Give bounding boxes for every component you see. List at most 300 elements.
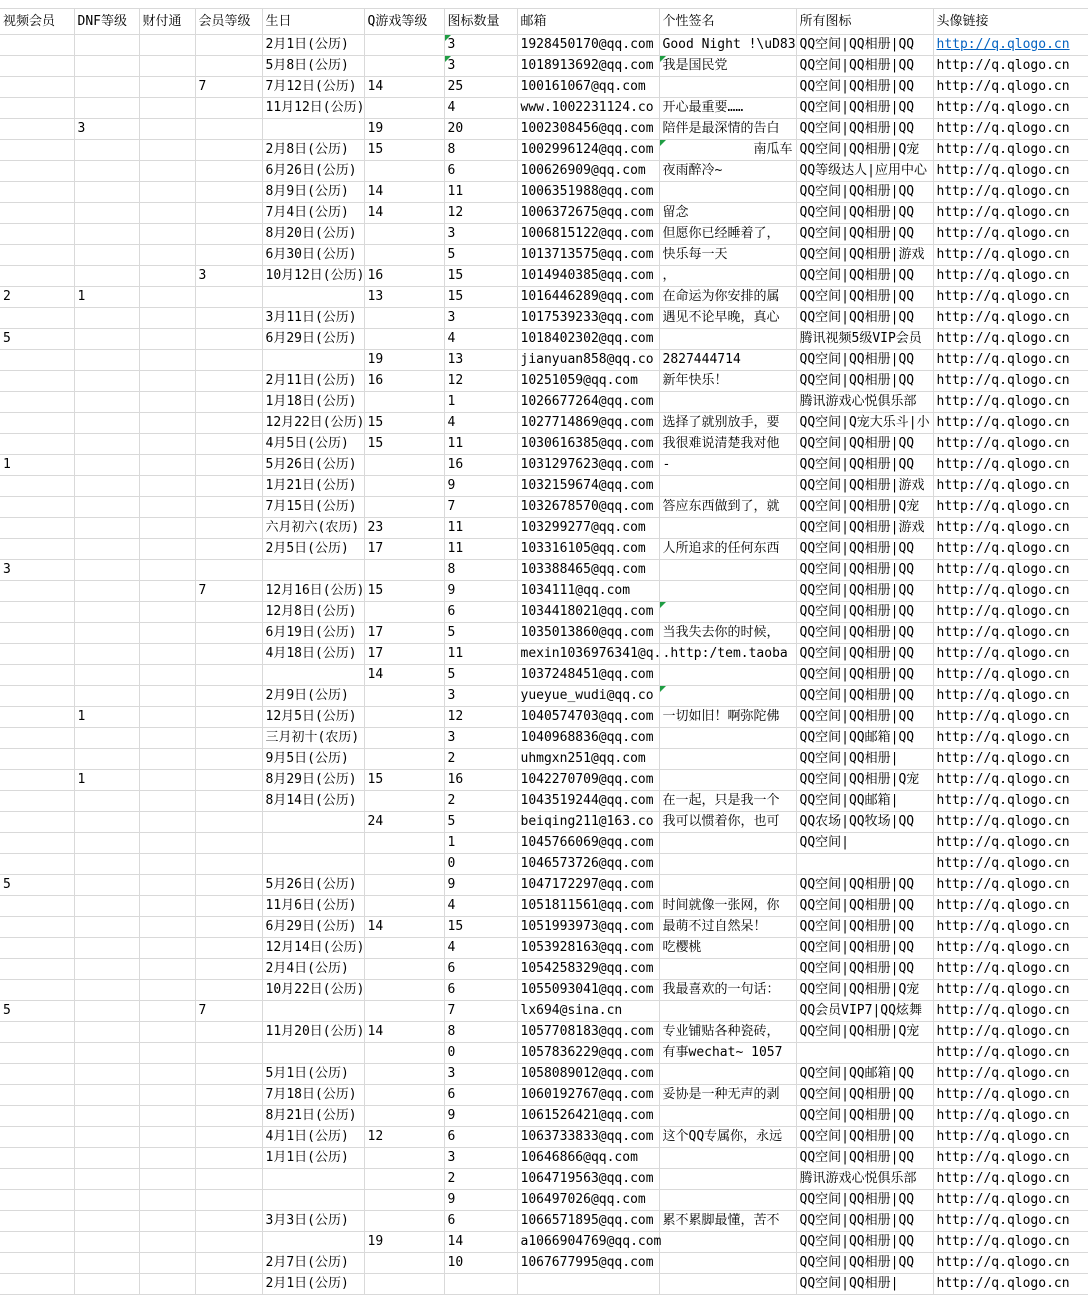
cell[interactable]: 12月16日(公历)	[262, 581, 364, 602]
cell[interactable]: 腾讯游戏心悦俱乐部	[796, 1169, 933, 1190]
cell[interactable]	[139, 938, 195, 959]
cell[interactable]	[0, 1106, 74, 1127]
cell[interactable]	[74, 371, 139, 392]
cell[interactable]: 8月20日(公历)	[262, 224, 364, 245]
cell[interactable]: QQ空间|QQ相册|QQ	[796, 455, 933, 476]
cell[interactable]	[0, 1190, 74, 1211]
cell[interactable]: 16	[444, 455, 517, 476]
cell[interactable]: 8月9日(公历)	[262, 182, 364, 203]
cell[interactable]: QQ空间|QQ相册|QQ	[796, 308, 933, 329]
cell[interactable]	[195, 875, 262, 896]
cell[interactable]: 6	[444, 161, 517, 182]
cell[interactable]: 12月8日(公历)	[262, 602, 364, 623]
cell[interactable]: 6月30日(公历)	[262, 245, 364, 266]
cell[interactable]	[0, 245, 74, 266]
cell[interactable]	[74, 497, 139, 518]
cell[interactable]: QQ空间|QQ相册|Q宠	[796, 497, 933, 518]
cell[interactable]	[195, 518, 262, 539]
cell[interactable]: QQ空间|QQ相册|QQ	[796, 1106, 933, 1127]
cell[interactable]: QQ空间|QQ相册|Q宠	[796, 770, 933, 791]
cell[interactable]	[0, 791, 74, 812]
cell[interactable]	[364, 1211, 444, 1232]
cell[interactable]: 4	[444, 938, 517, 959]
cell[interactable]: 2月9日(公历)	[262, 686, 364, 707]
cell[interactable]	[139, 623, 195, 644]
cell[interactable]	[659, 392, 796, 413]
cell[interactable]: 2	[0, 287, 74, 308]
cell[interactable]	[933, 392, 1088, 413]
cell[interactable]: lx694@sina.cn	[517, 1001, 659, 1022]
cell[interactable]: 11	[444, 539, 517, 560]
cell[interactable]	[139, 707, 195, 728]
cell[interactable]	[659, 665, 796, 686]
cell[interactable]: 1031297623@qq.com	[517, 455, 659, 476]
cell[interactable]: 1	[74, 770, 139, 791]
cell[interactable]	[139, 560, 195, 581]
cell[interactable]: 1037248451@qq.com	[517, 665, 659, 686]
cell[interactable]	[659, 182, 796, 203]
cell[interactable]	[364, 602, 444, 623]
cell[interactable]: 15	[444, 266, 517, 287]
cell[interactable]: QQ空间|QQ相册|QQ	[796, 350, 933, 371]
cell[interactable]	[933, 917, 1088, 938]
cell[interactable]	[933, 644, 1088, 665]
cell[interactable]	[0, 728, 74, 749]
cell[interactable]	[933, 686, 1088, 707]
cell[interactable]: 13	[444, 350, 517, 371]
cell[interactable]	[139, 161, 195, 182]
cell[interactable]	[933, 770, 1088, 791]
cell[interactable]: 1	[74, 707, 139, 728]
cell[interactable]	[0, 833, 74, 854]
cell[interactable]: 106497026@qq.com	[517, 1190, 659, 1211]
cell[interactable]	[74, 1274, 139, 1295]
cell[interactable]	[933, 896, 1088, 917]
cell[interactable]	[139, 791, 195, 812]
cell[interactable]	[933, 1001, 1088, 1022]
cell[interactable]	[195, 539, 262, 560]
column-header[interactable]: 视频会员	[0, 9, 74, 35]
cell[interactable]	[139, 329, 195, 350]
cell[interactable]: 1	[74, 287, 139, 308]
cell[interactable]	[364, 224, 444, 245]
cell[interactable]	[195, 35, 262, 56]
cell[interactable]	[0, 917, 74, 938]
cell[interactable]	[139, 1127, 195, 1148]
cell[interactable]: -	[659, 455, 796, 476]
cell[interactable]: 1053928163@qq.com	[517, 938, 659, 959]
cell[interactable]	[139, 308, 195, 329]
cell[interactable]	[364, 455, 444, 476]
cell[interactable]	[364, 98, 444, 119]
cell[interactable]	[195, 623, 262, 644]
cell[interactable]	[0, 1232, 74, 1253]
cell[interactable]	[139, 371, 195, 392]
cell[interactable]	[139, 1064, 195, 1085]
cell[interactable]: yueyue_wudi@qq.co	[517, 686, 659, 707]
cell[interactable]	[195, 371, 262, 392]
cell[interactable]: 6	[444, 959, 517, 980]
cell[interactable]: 100626909@qq.com	[517, 161, 659, 182]
cell[interactable]	[74, 392, 139, 413]
cell[interactable]: 2	[444, 791, 517, 812]
cell[interactable]	[74, 686, 139, 707]
cell[interactable]	[195, 1253, 262, 1274]
cell[interactable]: 1057836229@qq.com	[517, 1043, 659, 1064]
cell[interactable]	[139, 728, 195, 749]
cell[interactable]: 新年快乐！	[659, 371, 796, 392]
cell[interactable]	[364, 161, 444, 182]
cell[interactable]: 19	[364, 350, 444, 371]
cell[interactable]: 25	[444, 77, 517, 98]
cell[interactable]: 8月21日(公历)	[262, 1106, 364, 1127]
cell[interactable]	[933, 308, 1088, 329]
cell[interactable]: uhmgxn251@qq.com	[517, 749, 659, 770]
cell[interactable]: 我是国民党	[659, 56, 796, 77]
cell[interactable]: 1066571895@qq.com	[517, 1211, 659, 1232]
cell[interactable]	[195, 119, 262, 140]
cell[interactable]	[933, 623, 1088, 644]
cell[interactable]	[195, 329, 262, 350]
cell[interactable]: 19	[364, 1232, 444, 1253]
cell[interactable]: QQ空间|QQ相册|QQ	[796, 203, 933, 224]
cell[interactable]: 15	[364, 413, 444, 434]
cell[interactable]: 11月20日(公历)	[262, 1022, 364, 1043]
cell[interactable]: 6月19日(公历)	[262, 623, 364, 644]
cell[interactable]	[74, 938, 139, 959]
cell[interactable]	[74, 203, 139, 224]
cell[interactable]: 1月18日(公历)	[262, 392, 364, 413]
cell[interactable]	[139, 77, 195, 98]
cell[interactable]	[74, 1043, 139, 1064]
cell[interactable]	[0, 98, 74, 119]
cell[interactable]	[933, 854, 1088, 875]
cell[interactable]	[0, 1043, 74, 1064]
cell[interactable]: 5	[0, 329, 74, 350]
cell[interactable]	[0, 413, 74, 434]
cell[interactable]	[262, 560, 364, 581]
cell[interactable]: QQ空间|Q宠大乐斗|小	[796, 413, 933, 434]
cell[interactable]: 我最喜欢的一句话：	[659, 980, 796, 1001]
cell[interactable]	[74, 854, 139, 875]
cell[interactable]	[195, 1022, 262, 1043]
column-header[interactable]: 财付通	[139, 9, 195, 35]
cell[interactable]: 15	[364, 581, 444, 602]
column-header[interactable]: 所有图标	[796, 9, 933, 35]
cell[interactable]: 9	[444, 581, 517, 602]
cell[interactable]	[195, 812, 262, 833]
cell[interactable]	[74, 1253, 139, 1274]
cell[interactable]	[659, 560, 796, 581]
cell[interactable]	[0, 476, 74, 497]
cell[interactable]	[933, 1043, 1088, 1064]
column-header[interactable]: 个性签名	[659, 9, 796, 35]
cell[interactable]	[659, 1274, 796, 1295]
cell[interactable]: QQ空间|QQ相册|QQ	[796, 1190, 933, 1211]
cell[interactable]	[74, 539, 139, 560]
cell[interactable]	[364, 707, 444, 728]
cell[interactable]	[933, 875, 1088, 896]
cell[interactable]: 7月18日(公历)	[262, 1085, 364, 1106]
cell[interactable]: 13	[364, 287, 444, 308]
cell[interactable]	[139, 1274, 195, 1295]
cell[interactable]: 6月29日(公历)	[262, 917, 364, 938]
cell[interactable]: 11	[444, 644, 517, 665]
cell[interactable]: 1014940385@qq.com	[517, 266, 659, 287]
cell[interactable]	[933, 266, 1088, 287]
cell[interactable]: 1006351988@qq.com	[517, 182, 659, 203]
cell[interactable]	[195, 245, 262, 266]
cell[interactable]	[659, 1064, 796, 1085]
cell[interactable]	[195, 1211, 262, 1232]
cell[interactable]: 2月1日(公历)	[262, 1274, 364, 1295]
cell[interactable]	[0, 35, 74, 56]
cell[interactable]	[0, 203, 74, 224]
cell[interactable]	[74, 980, 139, 1001]
cell[interactable]	[933, 959, 1088, 980]
cell[interactable]	[195, 602, 262, 623]
cell[interactable]: 5	[444, 812, 517, 833]
cell[interactable]	[74, 728, 139, 749]
cell[interactable]	[796, 854, 933, 875]
cell[interactable]	[74, 1190, 139, 1211]
cell[interactable]: 专业铺贴各种瓷砖，	[659, 1022, 796, 1043]
cell[interactable]	[139, 1232, 195, 1253]
cell[interactable]: 1027714869@qq.com	[517, 413, 659, 434]
cell[interactable]	[0, 812, 74, 833]
cell[interactable]	[139, 203, 195, 224]
cell[interactable]	[195, 917, 262, 938]
cell[interactable]: 14	[444, 1232, 517, 1253]
cell[interactable]	[74, 896, 139, 917]
cell[interactable]: 1057708183@qq.com	[517, 1022, 659, 1043]
column-header[interactable]: 生日	[262, 9, 364, 35]
cell[interactable]: 腾讯视频5级VIP会员	[796, 329, 933, 350]
cell[interactable]	[659, 1148, 796, 1169]
cell[interactable]: 我可以惯着你，也可	[659, 812, 796, 833]
cell[interactable]	[74, 1085, 139, 1106]
cell[interactable]: 12	[444, 371, 517, 392]
cell[interactable]	[933, 581, 1088, 602]
cell[interactable]	[74, 35, 139, 56]
cell[interactable]: 11月6日(公历)	[262, 896, 364, 917]
cell[interactable]: 1002996124@qq.com	[517, 140, 659, 161]
cell[interactable]: 2月11日(公历)	[262, 371, 364, 392]
cell[interactable]: 5	[0, 875, 74, 896]
cell[interactable]: QQ空间|QQ相册|QQ	[796, 77, 933, 98]
cell[interactable]	[659, 581, 796, 602]
cell[interactable]	[74, 1211, 139, 1232]
cell[interactable]	[933, 413, 1088, 434]
cell[interactable]	[0, 119, 74, 140]
cell[interactable]	[139, 119, 195, 140]
cell[interactable]	[74, 1001, 139, 1022]
cell[interactable]	[0, 896, 74, 917]
cell[interactable]: 103316105@qq.com	[517, 539, 659, 560]
cell[interactable]	[195, 854, 262, 875]
cell[interactable]	[659, 833, 796, 854]
cell[interactable]: 17	[364, 644, 444, 665]
cell[interactable]: 5	[444, 245, 517, 266]
cell[interactable]	[139, 1190, 195, 1211]
cell[interactable]: 12	[364, 1127, 444, 1148]
cell[interactable]: 6月26日(公历)	[262, 161, 364, 182]
cell[interactable]: 15	[364, 770, 444, 791]
cell[interactable]	[139, 1106, 195, 1127]
cell[interactable]	[517, 1274, 659, 1295]
cell[interactable]: 1046573726@qq.com	[517, 854, 659, 875]
cell[interactable]: 1064719563@qq.com	[517, 1169, 659, 1190]
cell[interactable]: 8月29日(公历)	[262, 770, 364, 791]
cell[interactable]: 有事wechat~ 1057	[659, 1043, 796, 1064]
cell[interactable]	[659, 77, 796, 98]
cell[interactable]: 2月7日(公历)	[262, 1253, 364, 1274]
column-header[interactable]: 头像链接	[933, 9, 1088, 35]
cell[interactable]: 4	[444, 896, 517, 917]
cell[interactable]: 15	[364, 434, 444, 455]
cell[interactable]	[364, 560, 444, 581]
cell[interactable]	[195, 791, 262, 812]
cell[interactable]	[364, 1001, 444, 1022]
cell[interactable]	[0, 686, 74, 707]
cell[interactable]: 6月29日(公历)	[262, 329, 364, 350]
cell[interactable]	[139, 1001, 195, 1022]
cell[interactable]: 9月5日(公历)	[262, 749, 364, 770]
cell[interactable]: 选择了就别放手，要	[659, 413, 796, 434]
cell[interactable]: QQ空间|QQ相册|QQ	[796, 1232, 933, 1253]
cell[interactable]	[0, 938, 74, 959]
cell[interactable]: 2月4日(公历)	[262, 959, 364, 980]
cell[interactable]: 1055093041@qq.com	[517, 980, 659, 1001]
cell[interactable]	[659, 1106, 796, 1127]
cell[interactable]	[933, 1253, 1088, 1274]
cell[interactable]	[195, 686, 262, 707]
cell[interactable]: 6	[444, 1085, 517, 1106]
cell[interactable]: 当我失去你的时候，	[659, 623, 796, 644]
cell[interactable]: QQ空间|QQ相册|QQ	[796, 875, 933, 896]
cell[interactable]: 最萌不过自然呆！	[659, 917, 796, 938]
cell[interactable]	[933, 182, 1088, 203]
cell[interactable]	[195, 392, 262, 413]
cell[interactable]	[0, 602, 74, 623]
cell[interactable]	[74, 560, 139, 581]
cell[interactable]: 3	[444, 728, 517, 749]
cell[interactable]	[933, 1169, 1088, 1190]
cell[interactable]: QQ空间|QQ相册|QQ	[796, 1085, 933, 1106]
cell[interactable]	[933, 1106, 1088, 1127]
cell[interactable]	[0, 1022, 74, 1043]
cell[interactable]	[139, 959, 195, 980]
cell[interactable]	[0, 707, 74, 728]
cell[interactable]: 2月1日(公历)	[262, 35, 364, 56]
cell[interactable]	[195, 161, 262, 182]
cell[interactable]	[139, 770, 195, 791]
cell[interactable]: 一切如旧！啊弥陀佛	[659, 707, 796, 728]
cell[interactable]	[364, 392, 444, 413]
cell[interactable]	[0, 224, 74, 245]
cell[interactable]	[74, 1022, 139, 1043]
cell[interactable]: QQ空间|QQ相册|QQ	[796, 287, 933, 308]
cell[interactable]: 4	[444, 329, 517, 350]
cell[interactable]: 14	[364, 1022, 444, 1043]
cell[interactable]: 腾讯游戏心悦俱乐部	[796, 392, 933, 413]
cell[interactable]	[933, 518, 1088, 539]
cell[interactable]: 1026677264@qq.com	[517, 392, 659, 413]
cell[interactable]: 9	[444, 1190, 517, 1211]
cell[interactable]: 1032678570@qq.com	[517, 497, 659, 518]
cell[interactable]	[364, 959, 444, 980]
cell[interactable]	[0, 140, 74, 161]
cell[interactable]	[364, 245, 444, 266]
cell[interactable]	[139, 518, 195, 539]
cell[interactable]	[659, 959, 796, 980]
cell[interactable]: 5	[444, 623, 517, 644]
cell[interactable]	[195, 476, 262, 497]
cell[interactable]: 5	[0, 1001, 74, 1022]
cell[interactable]	[659, 329, 796, 350]
cell[interactable]: 4	[444, 98, 517, 119]
cell[interactable]	[195, 1169, 262, 1190]
cell[interactable]: 6	[444, 980, 517, 1001]
cell[interactable]	[74, 875, 139, 896]
cell[interactable]	[262, 119, 364, 140]
cell[interactable]: QQ空间|QQ相册|QQ	[796, 581, 933, 602]
cell[interactable]	[659, 749, 796, 770]
cell[interactable]: QQ空间|QQ邮箱|	[796, 791, 933, 812]
cell[interactable]: www.1002231124.co	[517, 98, 659, 119]
cell[interactable]: 1006815122@qq.com	[517, 224, 659, 245]
cell[interactable]: 1月1日(公历)	[262, 1148, 364, 1169]
cell[interactable]: 留念	[659, 203, 796, 224]
cell[interactable]	[659, 728, 796, 749]
cell[interactable]: 陪伴是最深情的告白	[659, 119, 796, 140]
cell[interactable]	[74, 518, 139, 539]
cell[interactable]	[74, 224, 139, 245]
cell[interactable]	[364, 1106, 444, 1127]
cell[interactable]	[195, 1085, 262, 1106]
cell[interactable]	[262, 350, 364, 371]
cell[interactable]	[659, 875, 796, 896]
cell[interactable]	[195, 497, 262, 518]
cell[interactable]	[364, 1274, 444, 1295]
cell[interactable]: 11	[444, 434, 517, 455]
cell[interactable]	[0, 749, 74, 770]
cell[interactable]	[195, 707, 262, 728]
cell[interactable]	[0, 161, 74, 182]
cell[interactable]	[364, 1085, 444, 1106]
cell[interactable]	[139, 644, 195, 665]
cell[interactable]	[139, 1085, 195, 1106]
cell[interactable]: 12月5日(公历)	[262, 707, 364, 728]
cell[interactable]: 1034111@qq.com	[517, 581, 659, 602]
cell[interactable]	[364, 35, 444, 56]
cell[interactable]	[0, 623, 74, 644]
cell[interactable]	[0, 665, 74, 686]
column-header[interactable]: DNF等级	[74, 9, 139, 35]
cell[interactable]: jianyuan858@qq.co	[517, 350, 659, 371]
cell[interactable]: 23	[364, 518, 444, 539]
cell[interactable]	[74, 644, 139, 665]
cell[interactable]	[0, 350, 74, 371]
cell[interactable]	[74, 140, 139, 161]
cell[interactable]: 7	[195, 1001, 262, 1022]
cell[interactable]: 5	[444, 665, 517, 686]
cell[interactable]: 14	[364, 203, 444, 224]
cell[interactable]: 7月15日(公历)	[262, 497, 364, 518]
cell[interactable]: 5月26日(公历)	[262, 875, 364, 896]
cell[interactable]	[364, 1190, 444, 1211]
cell[interactable]	[74, 623, 139, 644]
